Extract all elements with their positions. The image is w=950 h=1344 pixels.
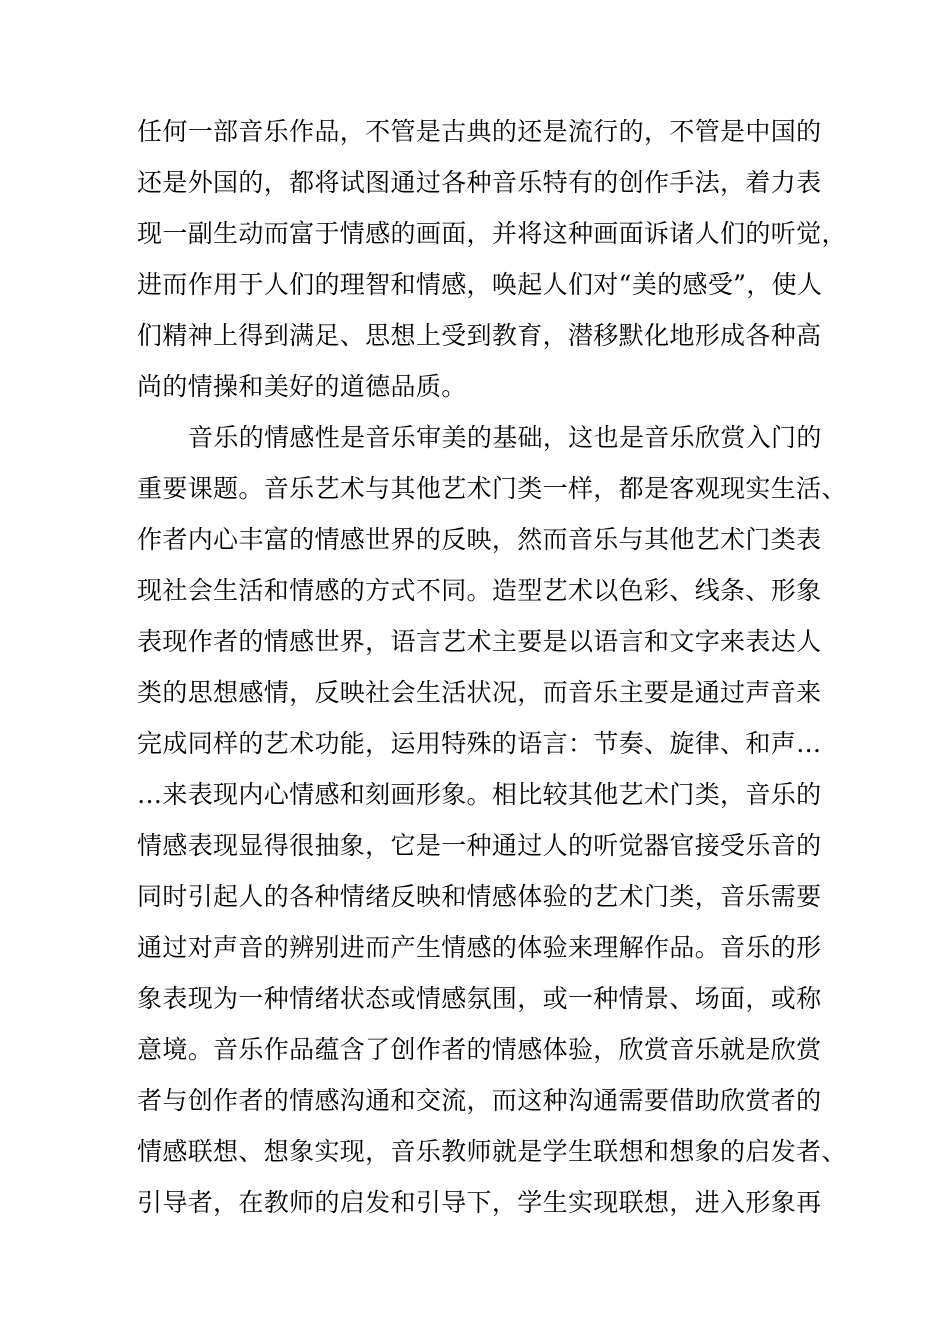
text-line: 意境。音乐作品蕴含了创作者的情感体验，欣赏音乐就是欣赏 (137, 1035, 822, 1064)
text-line: 情感联想、想象实现，音乐教师就是学生联想和想象的启发者、 (137, 1137, 847, 1166)
text-line: 重要课题。音乐艺术与其他艺术门类一样，都是客观现实生活、 (137, 474, 847, 503)
text-line: 引导者，在教师的启发和引导下，学生实现联想，进入形象再 (137, 1188, 822, 1217)
text-line: 进而作用于人们的理智和情感，唤起人们对“美的感受”，使人 (137, 270, 823, 299)
text-line: 还是外国的，都将试图通过各种音乐特有的创作手法，着力表 (137, 168, 822, 197)
text-line: 音乐的情感性是音乐审美的基础，这也是音乐欣赏入门的 (188, 423, 822, 452)
text-line: …来表现内心情感和刻画形象。相比较其他艺术门类，音乐的 (137, 780, 822, 809)
text-line: 同时引起人的各种情绪反映和情感体验的艺术门类，音乐需要 (137, 882, 822, 911)
text-line: 情感表现显得很抽象，它是一种通过人的听觉器官接受乐音的 (137, 831, 822, 860)
text-line: 者与创作者的情感沟通和交流，而这种沟通需要借助欣赏者的 (137, 1086, 822, 1115)
text-line: 作者内心丰富的情感世界的反映，然而音乐与其他艺术门类表 (137, 525, 822, 554)
text-line: 类的思想感情，反映社会生活状况，而音乐主要是通过声音来 (137, 678, 822, 707)
text-line: 尚的情操和美好的道德品质。 (137, 372, 467, 401)
text-line: 完成同样的艺术功能，运用特殊的语言：节奏、旋律、和声… (137, 729, 822, 758)
text-line: 象表现为一种情绪状态或情感氛围，或一种情景、场面，或称 (137, 984, 822, 1013)
text-line: 通过对声音的辨别进而产生情感的体验来理解作品。音乐的形 (137, 933, 822, 962)
text-line: 任何一部音乐作品，不管是古典的还是流行的，不管是中国的 (137, 117, 822, 146)
text-line: 现一副生动而富于情感的画面，并将这种画面诉诸人们的听觉， (137, 219, 847, 248)
text-line: 表现作者的情感世界，语言艺术主要是以语言和文字来表达人 (137, 627, 822, 656)
text-line: 现社会生活和情感的方式不同。造型艺术以色彩、线条、形象 (137, 576, 822, 605)
text-line: 们精神上得到满足、思想上受到教育，潜移默化地形成各种高 (137, 321, 822, 350)
